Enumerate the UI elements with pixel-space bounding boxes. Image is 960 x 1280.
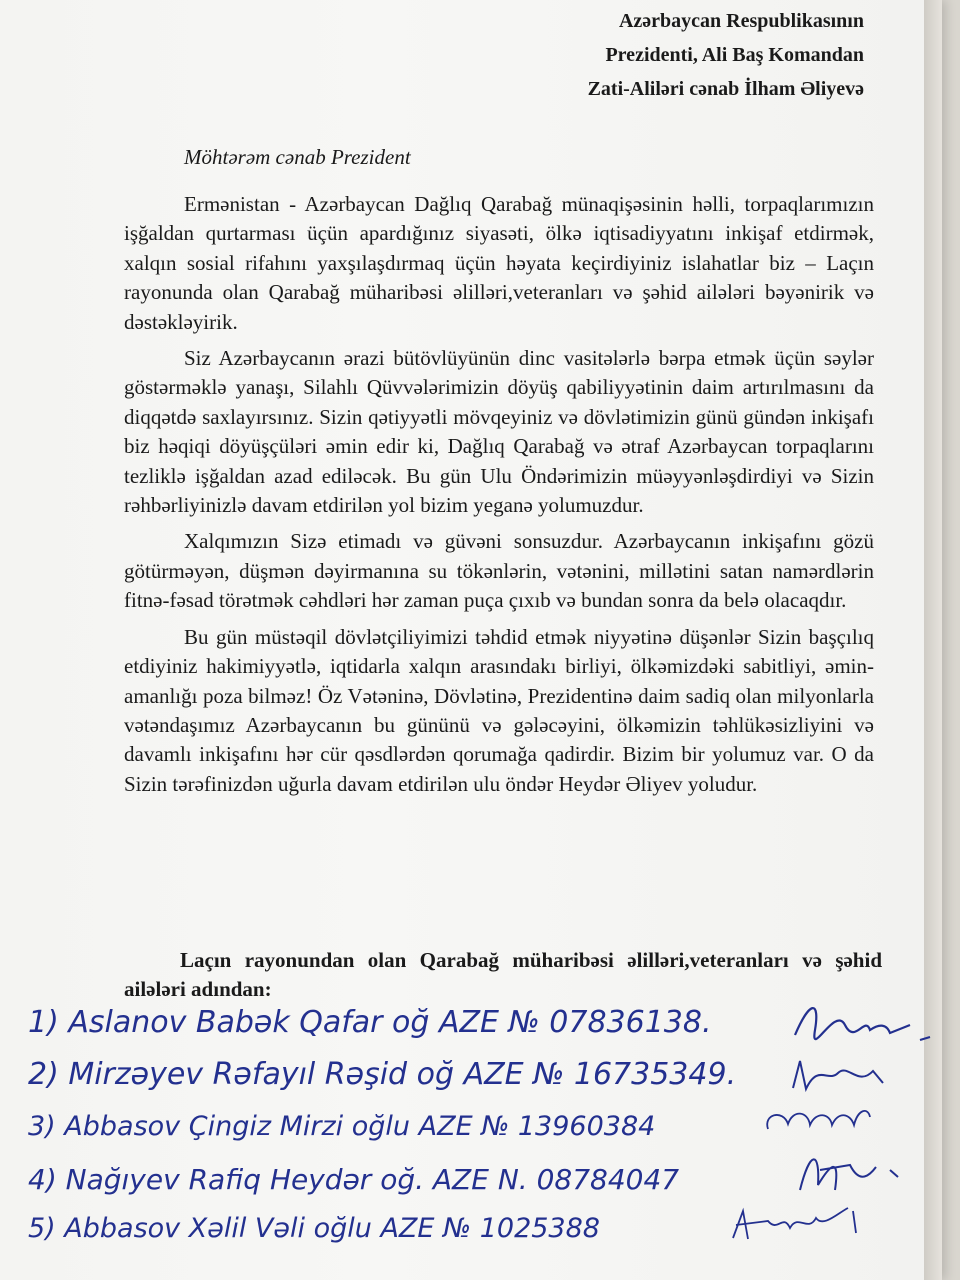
signatory-5-text: 5) Abbasov Xəlil Vəli oğlu AZE № 1025388 xyxy=(28,1213,600,1244)
signatory-4-text: 4) Nağıyev Rafiq Heydər oğ. AZE N. 08784047 xyxy=(28,1163,680,1196)
signatory-3 xyxy=(28,1111,655,1161)
signature-list xyxy=(28,1005,928,1275)
addressee-line-3: Zati-Aliləri cənab İlham Əliyevə xyxy=(587,78,864,100)
signature-mark-1 xyxy=(790,995,940,1055)
closing-line: Laçın rayonundan olan Qarabağ müharibəsi əlilləri,veteranları və şəhid ailələri adından: xyxy=(124,948,882,1001)
signature-mark-2 xyxy=(788,1053,908,1103)
signatory-1 xyxy=(28,1005,712,1055)
addressee-line-1: Azərbaycan Respublikasının xyxy=(618,10,864,32)
paragraph-3: Xalqımızın Sizə etimadı və güvəni sonsuzdur. Azərbaycanın inkişafını gözü götürməyən, düşmən dəyirmanına su tökənlərin, vətənini, millətini satan namərdlərin fitnə-fəsad törətmək cəhdləri hər zaman puça çıxıb və bundan sonra da belə olacaqdır. xyxy=(124,529,874,613)
signatory-1-text: 1) Aslanov Babək Qafar oğ AZE № 07836138. xyxy=(28,1005,712,1040)
signature-mark-3 xyxy=(758,1099,878,1149)
signature-mark-5 xyxy=(728,1203,868,1253)
paragraph-2: Siz Azərbaycanın ərazi bütövlüyünün dinc vasitələrlə bərpa etmək üçün səylər göstərməklə yanaşı, Silahlı Qüvvələrimizin döyüş qabiliyyətinin daim artırılmasını da diqqətdə saxlayırsınız. Sizin qətiyyətli mövqeyiniz və dövlətimizin günü gündən inkişafı biz həqiqi döyüşçüləri əmin edir ki, Dağlıq Qarabağ və ətraf Azərbaycan torpaqlarını tezliklə işğaldan azad ediləcək. Bu gün Ulu Öndərimizin müəyyənləşdirdiyi və Sizin rəhbərliyinizlə davam etdirilən yol bizim yeganə yolumuzdur. xyxy=(124,346,874,518)
addressee-line-2: Prezidenti, Ali Baş Komandan xyxy=(605,44,864,66)
salutation: Möhtərəm cənab Prezident xyxy=(184,145,411,169)
signatory-4 xyxy=(28,1163,679,1213)
letter-body xyxy=(124,190,874,806)
signature-mark-4 xyxy=(790,1145,910,1205)
signatory-5 xyxy=(28,1213,600,1263)
addressee-block xyxy=(588,4,864,106)
signatory-2-text: 2) Mirzəyev Rəfayıl Rəşid oğ AZE № 16735349. xyxy=(28,1057,737,1092)
paragraph-4: Bu gün müstəqil dövlətçiliyimizi təhdid etmək niyyətinə düşənlər Sizin başçılıq etdiyiniz hakimiyyətlə, iqtidarla xalqın arasındakı birliyi, ölkəmizdəki sabitliyi, əmin-amanlığı poza bilməz! Öz Vətəninə, Dövlətinə, Prezidentinə daim sadiq olan milyonlarla vətəndaşımız Azərbaycanın bu gününü və gələcəyini, ölkəmizin təhlükəsizliyini və davamlı inkişafını hər cür qəsdlərdən qorumağa qadirdir. Bizim bir yolumuz var. O da Sizin tərəfinizdən uğurla davam etdirilən ulu öndər Heydər Əliyev yoludur. xyxy=(124,624,874,796)
paragraph-1: Ermənistan - Azərbaycan Dağlıq Qarabağ münaqişəsinin həlli, torpaqlarımızın işğaldan qurtarması üçün apardığınız siyasəti, ölkə iqtisadiyyatını inkişaf etdirmək, xalqın sosial rifahını yaxşılaşdırmaq üçün həyata keçirdiyiniz islahatlar biz – Laçın rayonunda olan Qarabağ müharibəsi əlilləri,veteranları və şəhid ailələri bəyənirik və dəstəkləyirik. xyxy=(124,192,874,334)
signatory-2 xyxy=(28,1057,736,1107)
signatory-3-text: 3) Abbasov Çingiz Mirzi oğlu AZE № 13960384 xyxy=(28,1111,656,1142)
